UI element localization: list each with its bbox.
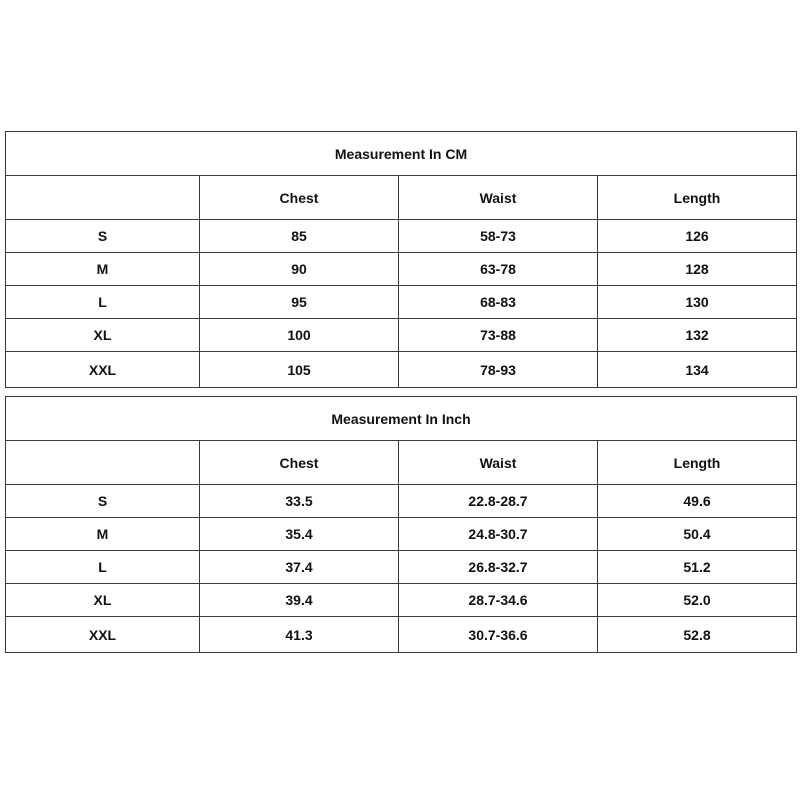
size-cell: XL <box>6 584 200 617</box>
waist-cell: 26.8-32.7 <box>399 551 598 584</box>
chest-cell: 35.4 <box>200 518 399 551</box>
table-row <box>6 518 797 551</box>
chest-cell: 37.4 <box>200 551 399 584</box>
table-row <box>6 584 797 617</box>
table-title-row <box>6 397 797 441</box>
length-cell: 128 <box>598 253 797 286</box>
table-row <box>6 286 797 319</box>
header-cell-waist: Waist <box>399 441 598 485</box>
waist-cell: 24.8-30.7 <box>399 518 598 551</box>
length-cell: 51.2 <box>598 551 797 584</box>
table-row <box>6 220 797 253</box>
waist-cell: 63-78 <box>399 253 598 286</box>
table-header-row <box>6 441 797 485</box>
length-cell: 52.8 <box>598 617 797 653</box>
length-cell: 132 <box>598 319 797 352</box>
length-cell: 50.4 <box>598 518 797 551</box>
chest-cell: 90 <box>200 253 399 286</box>
waist-cell: 68-83 <box>399 286 598 319</box>
waist-cell: 58-73 <box>399 220 598 253</box>
header-cell-length: Length <box>598 441 797 485</box>
waist-cell: 30.7-36.6 <box>399 617 598 653</box>
table-row <box>6 485 797 518</box>
table-title: Measurement In Inch <box>6 397 797 441</box>
chest-cell: 105 <box>200 352 399 388</box>
chest-cell: 85 <box>200 220 399 253</box>
table-row <box>6 551 797 584</box>
header-cell-chest: Chest <box>200 176 399 220</box>
size-table-cm <box>5 131 797 388</box>
header-cell-chest: Chest <box>200 441 399 485</box>
table-row <box>6 617 797 653</box>
size-cell: S <box>6 220 200 253</box>
header-cell-length: Length <box>598 176 797 220</box>
waist-cell: 28.7-34.6 <box>399 584 598 617</box>
header-cell-size <box>6 441 200 485</box>
size-cell: M <box>6 518 200 551</box>
table-header-row <box>6 176 797 220</box>
size-cell: L <box>6 286 200 319</box>
length-cell: 49.6 <box>598 485 797 518</box>
length-cell: 134 <box>598 352 797 388</box>
header-cell-waist: Waist <box>399 176 598 220</box>
size-table-inch <box>5 396 797 653</box>
table-title-row <box>6 132 797 176</box>
size-cell: XL <box>6 319 200 352</box>
table-row <box>6 253 797 286</box>
size-cell: XXL <box>6 617 200 653</box>
waist-cell: 22.8-28.7 <box>399 485 598 518</box>
header-cell-size <box>6 176 200 220</box>
size-cell: S <box>6 485 200 518</box>
table-title: Measurement In CM <box>6 132 797 176</box>
table-row <box>6 319 797 352</box>
length-cell: 130 <box>598 286 797 319</box>
table-row <box>6 352 797 388</box>
waist-cell: 73-88 <box>399 319 598 352</box>
chest-cell: 100 <box>200 319 399 352</box>
chest-cell: 41.3 <box>200 617 399 653</box>
chest-cell: 95 <box>200 286 399 319</box>
length-cell: 52.0 <box>598 584 797 617</box>
size-cell: XXL <box>6 352 200 388</box>
length-cell: 126 <box>598 220 797 253</box>
size-cell: L <box>6 551 200 584</box>
waist-cell: 78-93 <box>399 352 598 388</box>
size-cell: M <box>6 253 200 286</box>
chest-cell: 39.4 <box>200 584 399 617</box>
chest-cell: 33.5 <box>200 485 399 518</box>
